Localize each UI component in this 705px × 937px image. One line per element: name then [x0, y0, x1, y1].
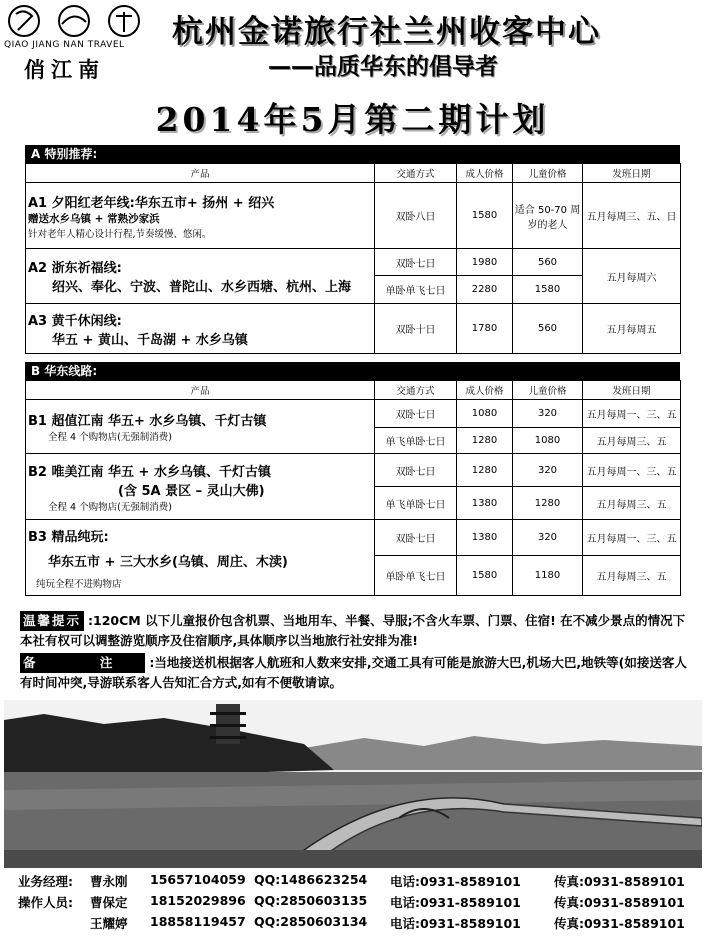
table-header-row	[26, 164, 681, 183]
contact-fax: 传真:0931-8589101	[554, 916, 685, 931]
route-row-a3	[26, 304, 681, 354]
tip-text: :120CM 以下儿童报价包含机票、当地用车、半餐、导服;不含火车票、门票、住宿! 在不减少景点的情况下本社有权可以调整游览顺序及住宿顺序,具体顺序以当地旅行社安排为准!	[20, 613, 686, 648]
section-a-table	[25, 163, 681, 354]
route-b1-adult-2: 1280	[457, 428, 513, 454]
route-a2-dates: 五月每周六	[583, 249, 681, 304]
west-lake-photo	[4, 700, 702, 868]
company-name: 杭州金诺旅行社兰州收客中心	[172, 14, 601, 50]
contact-role: 业务经理:	[18, 874, 73, 889]
col-transport: 交通方式	[375, 164, 457, 183]
route-a2-name: A2 浙东祈福线: 绍兴、奉化、宁波、普陀山、水乡西塘、杭州、上海	[26, 249, 375, 304]
route-a3-adult: 1780	[457, 304, 513, 354]
contact-phone: 电话:0931-8589101	[390, 916, 521, 931]
contact-mobile: 18152029896	[150, 893, 246, 908]
route-b1-transport-2: 单飞单卧七日	[375, 428, 457, 454]
section-b-table	[25, 380, 681, 596]
route-b3-child-1: 320	[513, 520, 583, 556]
contact-mobile: 18858119457	[150, 914, 246, 929]
route-b3-dates-2: 五月每周三、五	[583, 556, 681, 596]
contact-row	[18, 893, 698, 914]
section-b-header: B 华东线路:	[25, 362, 680, 380]
contact-fax: 传真:0931-8589101	[554, 895, 685, 910]
route-b1-child-2: 1080	[513, 428, 583, 454]
route-b2-adult-1: 1280	[457, 454, 513, 487]
route-row-b2	[26, 454, 681, 487]
contact-phone: 电话:0931-8589101	[390, 895, 521, 910]
route-b2-child-1: 320	[513, 454, 583, 487]
brand-logo	[4, 4, 164, 84]
contact-fax: 传真:0931-8589101	[554, 874, 685, 889]
route-a1-adult: 1580	[457, 183, 513, 249]
route-a2-adult-1: 1980	[457, 249, 513, 276]
section-a-header: A 特别推荐:	[25, 145, 680, 163]
route-b3-adult-1: 1380	[457, 520, 513, 556]
contact-name: 曹保定	[90, 895, 128, 910]
col-transport: 交通方式	[375, 381, 457, 400]
table-header-row	[26, 381, 681, 400]
route-b2-transport-1: 双卧七日	[375, 454, 457, 487]
route-a3-name: A3 黄千休闲线: 华五 + 黄山、千岛湖 + 水乡乌镇	[26, 304, 375, 354]
contact-qq: QQ:1486623254	[254, 872, 368, 887]
contact-name: 王耀婷	[90, 916, 128, 931]
route-b1-dates-2: 五月每周三、五	[583, 428, 681, 454]
route-row-b3	[26, 520, 681, 556]
contact-row	[18, 914, 698, 935]
route-a2-child-2: 1580	[513, 276, 583, 304]
route-b2-dates-2: 五月每周三、五	[583, 487, 681, 520]
remark-label: 备 注	[20, 653, 145, 673]
route-b3-adult-2: 1580	[457, 556, 513, 596]
contact-role: 操作人员:	[18, 895, 73, 910]
notes-block	[20, 611, 692, 693]
route-a3-child: 560	[513, 304, 583, 354]
contact-name: 曹永刚	[90, 874, 128, 889]
route-b1-name: B1 超值江南 华五+ 水乡乌镇、千灯古镇 全程 4 个购物店(无强制消费)	[26, 400, 375, 454]
route-b2-child-2: 1280	[513, 487, 583, 520]
contact-row	[18, 872, 698, 893]
route-b1-adult-1: 1080	[457, 400, 513, 428]
col-product: 产品	[26, 381, 375, 400]
route-b3-name: B3 精品纯玩: 华东五市 + 三大水乡(乌镇、周庄、木渎) 纯玩全程不进购物店	[26, 520, 375, 596]
col-product: 产品	[26, 164, 375, 183]
remark-text: :当地接送机根据客人航班和人数来安排,交通工具有可能是旅游大巴,机场大巴,地铁等(如接送客人有时间冲突,导游联系客人告知汇合方式,如有不便敬请谅。	[20, 655, 687, 690]
route-b2-transport-2: 单飞单卧七日	[375, 487, 457, 520]
route-b3-dates-1: 五月每周一、三、五	[583, 520, 681, 556]
route-b1-child-1: 320	[513, 400, 583, 428]
route-a1-child: 适合 50-70 周岁的老人	[513, 183, 583, 249]
logo-english: QIAO JIANG NAN TRAVEL	[4, 40, 125, 50]
route-a2-transport-2: 单卧单飞七日	[375, 276, 457, 304]
col-child-price: 儿童价格	[513, 164, 583, 183]
contact-mobile: 15657104059	[150, 872, 246, 887]
route-a3-transport: 双卧十日	[375, 304, 457, 354]
route-b3-transport-1: 双卧七日	[375, 520, 457, 556]
route-b2-name: B2 唯美江南 华五 + 水乡乌镇、千灯古镇 (含 5A 景区 – 灵山大佛) 全程 4 个购物店(无强制消费)	[26, 454, 375, 520]
contact-phone: 电话:0931-8589101	[390, 874, 521, 889]
tip-paragraph	[20, 611, 692, 651]
route-a1-transport: 双卧八日	[375, 183, 457, 249]
route-b3-child-2: 1180	[513, 556, 583, 596]
contacts-block	[18, 872, 698, 935]
col-adult-price: 成人价格	[457, 381, 513, 400]
route-row-b1	[26, 400, 681, 428]
contact-qq: QQ:2850603135	[254, 893, 368, 908]
route-b1-transport-1: 双卧七日	[375, 400, 457, 428]
col-dates: 发班日期	[583, 164, 681, 183]
slogan: ——品质华东的倡导者	[268, 54, 498, 80]
route-a1-name: A1 夕阳红老年线:华东五市+ 扬州 + 绍兴 赠送水乡乌镇 + 常熟沙家浜 针对老年人精心设计行程,节奏缓慢、悠闲。	[26, 183, 375, 249]
route-b2-adult-2: 1380	[457, 487, 513, 520]
route-b2-dates-1: 五月每周一、三、五	[583, 454, 681, 487]
plan-title: 2014年5月第二期计划	[155, 100, 550, 139]
col-dates: 发班日期	[583, 381, 681, 400]
route-a2-adult-2: 2280	[457, 276, 513, 304]
route-a2-child-1: 560	[513, 249, 583, 276]
logo-chinese: 俏江南	[24, 57, 105, 82]
route-b1-dates-1: 五月每周一、三、五	[583, 400, 681, 428]
route-row-a1	[26, 183, 681, 249]
route-b3-transport-2: 单卧单飞七日	[375, 556, 457, 596]
remark-paragraph	[20, 653, 692, 693]
route-a2-transport-1: 双卧七日	[375, 249, 457, 276]
route-row-a2	[26, 249, 681, 276]
tip-label: 温馨提示	[20, 611, 84, 631]
route-a3-dates: 五月每周五	[583, 304, 681, 354]
logo-mark-icon	[4, 4, 144, 40]
route-a1-dates: 五月每周三、五、日	[583, 183, 681, 249]
col-adult-price: 成人价格	[457, 164, 513, 183]
contact-qq: QQ:2850603134	[254, 914, 368, 929]
col-child-price: 儿童价格	[513, 381, 583, 400]
